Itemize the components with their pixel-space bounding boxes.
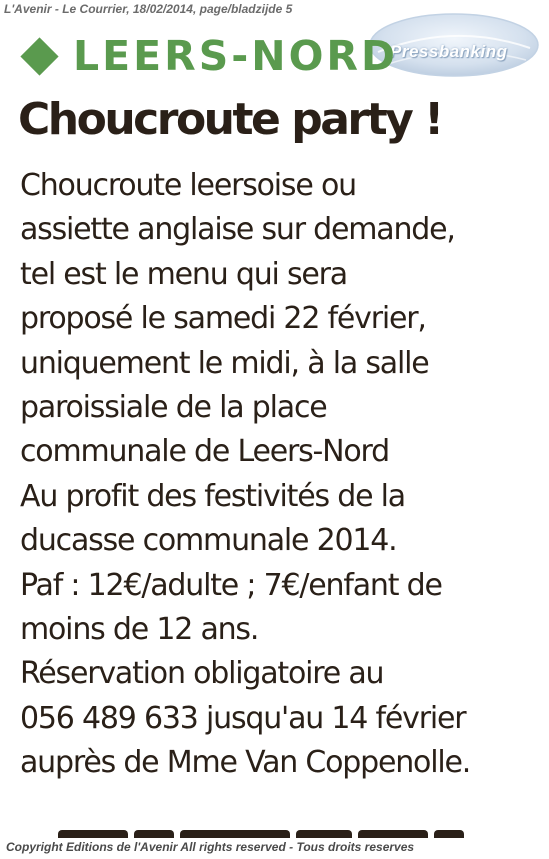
body-line: moins de 12 ans. <box>20 612 259 648</box>
article-body <box>20 164 540 786</box>
section-label: LEERS-NORD <box>73 32 399 80</box>
body-line: proposé le samedi 22 février, <box>20 301 426 337</box>
body-line: communale de Leers-Nord <box>20 434 390 470</box>
body-line: Paf : 12€/adulte ; 7€/enfant de <box>20 567 442 603</box>
body-line: 056 489 633 jusqu'au 14 février <box>20 700 466 736</box>
body-line: Au profit des festivités de la <box>20 478 405 514</box>
body-line: auprès de Mme Van Coppenolle. <box>20 745 471 781</box>
body-line: Choucroute leersoise ou <box>20 168 356 203</box>
diamond-bullet-icon <box>20 37 58 75</box>
section-header <box>20 34 398 78</box>
cut-off-next-headline <box>58 822 498 838</box>
body-line: uniquement le midi, à la salle <box>20 345 429 381</box>
body-line: Réservation obligatoire au <box>20 656 384 692</box>
body-line: paroissiale de la place <box>20 390 327 426</box>
logo-text: Pressbanking <box>390 42 508 61</box>
body-line: tel est le menu qui sera <box>20 256 347 292</box>
article-headline: Choucroute party ! <box>18 94 442 145</box>
body-line: ducasse communale 2014. <box>20 523 397 559</box>
body-line: assiette anglaise sur demande, <box>20 212 455 248</box>
copyright-notice: Copyright Editions de l'Avenir All rights reserved - Tous droits reserves <box>6 840 418 854</box>
source-citation: L'Avenir - Le Courrier, 18/02/2014, page/bladzijde 5 <box>4 2 293 16</box>
